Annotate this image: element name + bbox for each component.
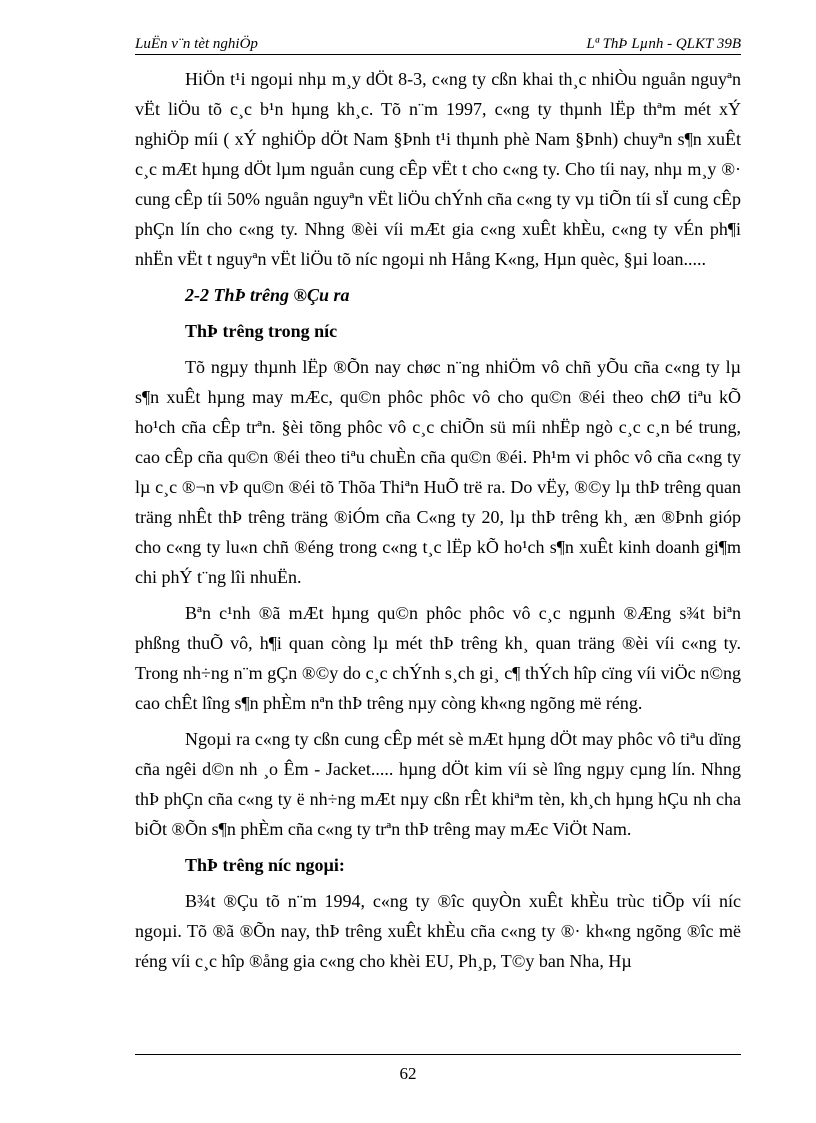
page-body (135, 64, 741, 982)
footer-divider (135, 1054, 741, 1055)
header-author-class: Lª ThÞ Lµnh - QLKT 39B (586, 36, 741, 52)
paragraph-foreign: B¾t ®Çu tõ n¨m 1994, c«ng ty ®îc quyÒn xuÊt khÈu trùc tiÕp víi níc ngoµi. Tõ ®ã ®Õn nay, thÞ trêng xuÊt khÈu cña c«ng ty ®· kh«ng ngõng ®îc më réng víi c¸c hîp ®ång gia c«ng cho khèi EU, Ph¸p, T©y ban Nha, Hµ (135, 891, 741, 971)
page-number: 62 (399, 1064, 417, 1083)
paragraph-domestic-3: Ngoµi ra c«ng ty cßn cung cÊp mét sè mÆt hµng dÖt may phôc vô tiªu dïng cña ngêi d©n nh ¸o Êm - Jacket..... hµng dÖt kim víi sè lîng ngµy cµng lín. Nhng thÞ phÇn cña c«ng ty ë nh÷ng mÆt nµy cßn rÊt khiªm tèn, kh¸ch hµng hÇu nh cha biÕt ®Õn s¶n phÈm cña c«ng ty trªn thÞ trêng may mÆc ViÖt Nam. (135, 729, 741, 839)
page-header (135, 34, 741, 55)
paragraph-domestic-1: Tõ ngµy thµnh lËp ®Õn nay chøc n¨ng nhiÖm vô chñ yÕu cña c«ng ty lµ s¶n xuÊt hµng may mÆc, qu©n phôc phôc vô cho qu©n ®éi theo chØ tiªu kÕ ho¹ch cña cÊp trªn. §èi tõng phôc vô c¸c chiÕn sü míi nhËp ngò c¸c c¸n bé trung, cao cÊp cña qu©n ®éi theo tiªu chuÈn cña qu©n ®éi. Ph¹m vi phôc vô cña c«ng ty lµ c¸c ®¬n vÞ qu©n ®éi tõ Thõa Thiªn HuÕ trë ra. Do vËy, ®©y lµ thÞ trêng quan träng nhÊt thÞ trêng träng ®iÓm cña C«ng ty 20, lµ thÞ trêng kh¸ æn ®Þnh gióp cho c«ng ty lu«n chñ ®éng trong c«ng t¸c lËp kÕ ho¹ch s¶n xuÊt kinh doanh gi¶m chi phÝ t¨ng lîi nhuËn. (135, 357, 741, 587)
subheading-domestic-market: ThÞ trêng trong níc (185, 321, 338, 341)
subheading-foreign-market: ThÞ trêng níc ngoµi: (185, 855, 345, 875)
paragraph-domestic-2: Bªn c¹nh ®ã mÆt hµng qu©n phôc phôc vô c¸c ngµnh ®Æng s¾t biªn phßng thuÕ vô, h¶i quan còng lµ mét thÞ trêng kh¸ quan träng ®èi víi c«ng ty. Trong nh÷ng n¨m gÇn ®©y do c¸c chÝnh s¸ch gi¸ c¶ thÝch hîp cïng víi viÖc n©ng cao chÊt lîng s¶n phÈm nªn thÞ trêng nµy còng kh«ng ngõng më réng. (135, 603, 741, 713)
paragraph-materials: HiÖn t¹i ngoµi nhµ m¸y dÖt 8-3, c«ng ty cßn khai th¸c nhiÒu nguån nguyªn vËt liÖu tõ c¸c b¹n hµng kh¸c. Tõ n¨m 1997, c«ng ty thµnh lËp thªm mét xÝ nghiÖp míi ( xÝ nghiÖp dÖt Nam §Þnh t¹i thµnh phè Nam §Þnh) chuyªn s¶n xuÊt c¸c mÆt hµng dÖt lµm nguån cung cÊp vËt t cho c«ng ty. Cho tíi nay, nhµ m¸y ®· cung cÊp tíi 50% nguån nguyªn vËt liÖu chÝnh cña c«ng ty vµ tiÕn tíi sÏ cung cÊp phÇn lín cho c«ng ty. Nhng ®èi víi mÆt gia c«ng xuÊt khÈu, c«ng ty vÉn ph¶i nhËn vËt t nguyªn vËt liÖu tõ níc ngoµi nh Hång K«ng, Hµn quèc, §µi loan..... (135, 69, 741, 269)
header-thesis-title: LuËn v¨n tèt nghiÖp (135, 36, 258, 52)
section-heading: 2-2 ThÞ trêng ®Çu ra (185, 285, 350, 305)
